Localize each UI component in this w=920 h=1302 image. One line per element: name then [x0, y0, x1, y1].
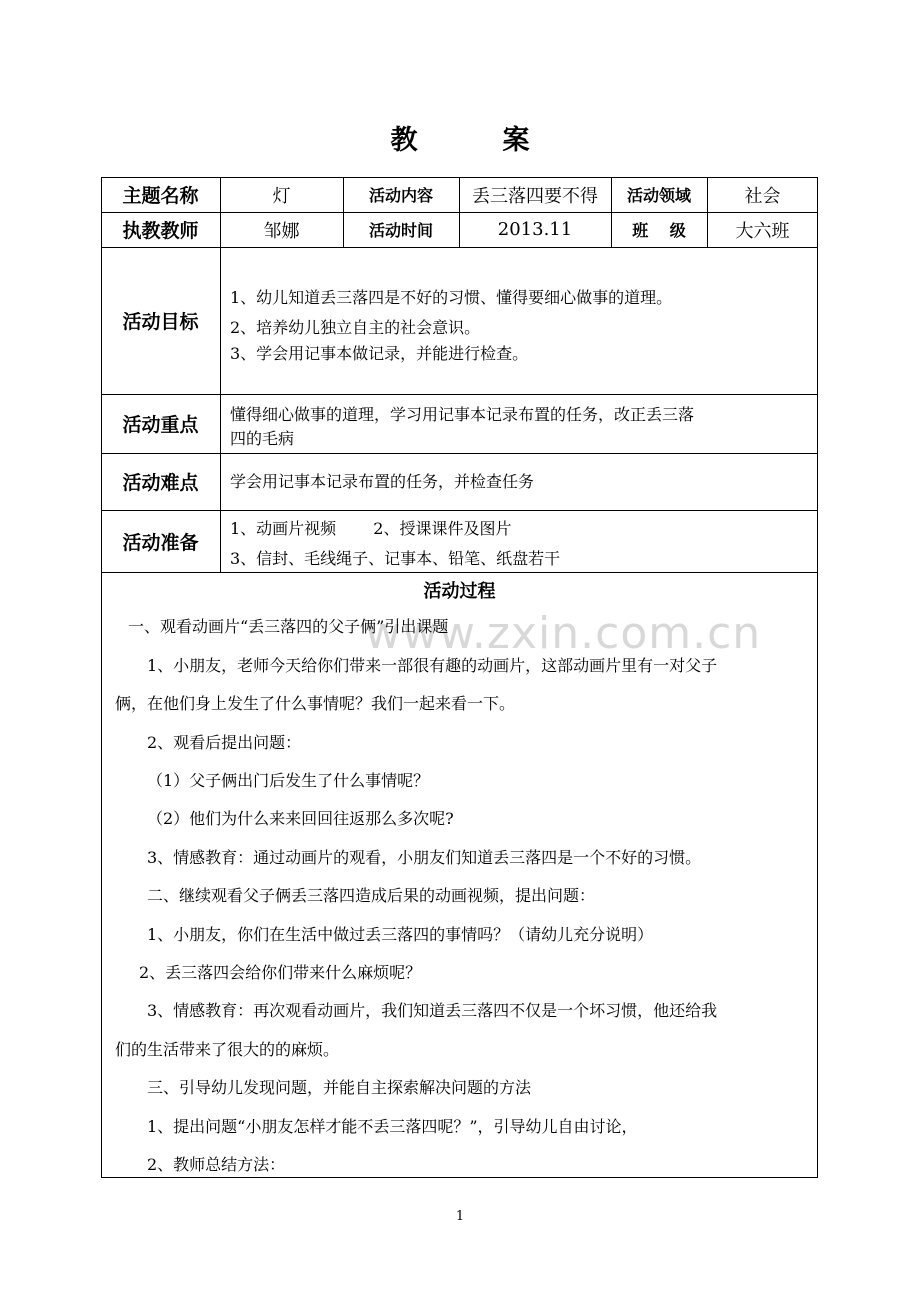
process-line: 3、情感教育：再次观看动画片，我们知道丢三落四不仅是一个坏习惯，他还给我: [147, 1001, 718, 1020]
preparation-label: 活动准备: [122, 531, 199, 554]
goal-line: 3、学会用记事本做记录，并能进行检查。: [230, 344, 529, 363]
process-line: 俩，在他们身上发生了什么事情呢？我们一起来看一下。: [115, 694, 516, 713]
process-line: 1、提出问题“小朋友怎样才能不丢三落四呢？”，引导幼儿自由讨论，: [147, 1117, 638, 1136]
focus-label: 活动重点: [122, 414, 199, 436]
domain-label: 活动领域: [626, 186, 691, 205]
content-label: 活动内容: [368, 186, 433, 205]
teacher-label: 执教教师: [122, 220, 199, 242]
focus-line: 四的毛病: [230, 429, 295, 448]
difficulty-text: 学会用记事本记录布置的任务，并检查任务: [230, 472, 535, 491]
process-title: 活动过程: [423, 581, 496, 602]
focus-line: 懂得细心做事的道理，学习用记事本记录布置的任务，改正丢三落: [230, 405, 695, 424]
time-value: 2013.11: [497, 219, 573, 240]
process-line: （2）他们为什么来来回回往返那么多次呢?: [147, 809, 454, 828]
process-line: 二、继续观看父子俩丢三落四造成后果的动画视频，提出问题：: [147, 886, 596, 905]
theme-label: 主题名称: [122, 185, 199, 207]
process-line: 三、引导幼儿发现问题，并能自主探索解决问题的方法: [147, 1078, 532, 1097]
process-line: 2、教师总结方法：: [147, 1155, 286, 1174]
page-number: 1: [455, 1209, 465, 1224]
preparation-line: 3、信封、毛线绳子、记事本、铅笔、纸盘若干: [230, 549, 561, 568]
content-value: 丢三落四要不得: [472, 185, 598, 207]
class-value: 大六班: [735, 220, 790, 242]
process-line: 1、小朋友，你们在生活中做过丢三落四的事情吗？（请幼儿充分说明）: [147, 925, 654, 944]
domain-value: 社会: [744, 185, 781, 207]
watermark: www.zxin.com.cn: [365, 608, 762, 659]
title-char-1: 教: [390, 125, 418, 156]
time-label: 活动时间: [368, 221, 433, 240]
row-divider: [101, 572, 818, 573]
goal-line: 2、培养幼儿独立自主的社会意识。: [230, 318, 481, 337]
process-line: 2、观看后提出问题：: [147, 733, 302, 752]
process-line: （1）父子俩出门后发生了什么事情呢？: [147, 771, 430, 790]
teacher-value: 邹娜: [263, 220, 300, 242]
process-line: 2、丢三落四会给你们带来什么麻烦呢？: [139, 963, 422, 982]
preparation-line: 1、动画片视频 2、授课课件及图片: [230, 519, 512, 538]
goals-label: 活动目标: [122, 311, 199, 333]
document-title: [0, 118, 920, 157]
goal-line: 1、幼儿知道丢三落四是不好的习惯、懂得要细心做事的道理。: [230, 288, 673, 307]
process-line: 3、情感教育：通过动画片的观看，小朋友们知道丢三落四是一个不好的习惯。: [147, 848, 702, 867]
difficulty-label: 活动难点: [122, 472, 199, 494]
title-char-2: 案: [502, 125, 530, 156]
process-line: 一、观看动画片“丢三落四的父子俩”引出课题: [128, 617, 449, 636]
process-line: 1、小朋友，老师今天给你们带来一部很有趣的动画片，这部动画片里有一对父子: [147, 656, 718, 675]
theme-value: 灯: [272, 185, 291, 207]
process-line: 们的生活带来了很大的的麻烦。: [115, 1040, 340, 1059]
class-label: 班 级: [632, 221, 686, 240]
